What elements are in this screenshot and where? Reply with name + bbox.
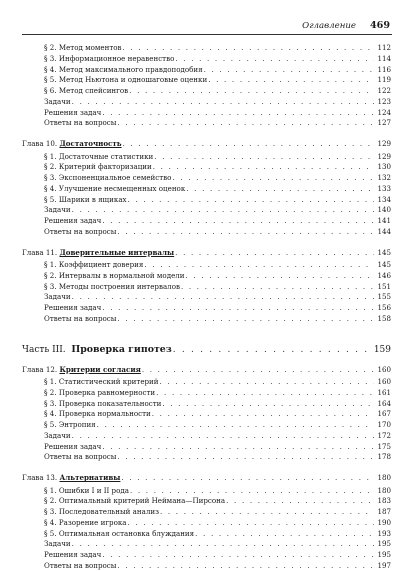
toc-extra-entry[interactable] [44, 431, 391, 441]
leader-dots [117, 118, 374, 128]
leader-dots [162, 399, 374, 409]
chapter-prefix: Глава 10. [22, 139, 58, 149]
section-title: § 5. Энтропия [44, 420, 96, 430]
leader-dots [144, 260, 374, 270]
toc-extra-entry[interactable] [44, 550, 391, 560]
section-page: 134 [377, 194, 391, 204]
section-title: § 2. Критерий факторизации [44, 162, 152, 172]
leader-dots [186, 184, 374, 194]
extra-page: 156 [377, 303, 391, 313]
leader-dots [72, 292, 374, 302]
section-title: § 2. Интервалы в нормальной модели [44, 270, 185, 280]
leader-dots [102, 303, 374, 313]
leader-dots [156, 388, 374, 398]
extra-page: 144 [377, 226, 391, 236]
toc-section-entry[interactable] [44, 496, 391, 506]
section-page: 161 [377, 387, 391, 397]
section-page: 122 [377, 86, 391, 96]
section-page: 133 [377, 183, 391, 193]
section-page: 129 [377, 151, 391, 161]
toc-section-entry[interactable] [44, 184, 391, 194]
extra-page: 172 [377, 430, 391, 440]
chapter-title: Альтернативы [59, 473, 121, 483]
toc-chapter-entry[interactable] [22, 365, 391, 375]
leader-dots [142, 365, 374, 375]
section-title: § 4. Метод максимального правдоподобия [44, 64, 203, 74]
section-title: § 4. Проверка нормальности [44, 409, 151, 419]
toc-section-entry[interactable] [44, 54, 391, 64]
extra-title: Решения задач [44, 550, 102, 560]
extra-title: Решения задач [44, 303, 102, 313]
section-title: § 1. Коэффициент доверия [44, 260, 144, 270]
leader-dots [117, 227, 374, 237]
leader-dots [181, 282, 374, 292]
section-title: § 3. Информационное неравенство [44, 53, 175, 63]
toc-section-entry[interactable] [44, 43, 391, 53]
toc-section-entry[interactable] [44, 388, 391, 398]
toc-chapter-entry[interactable] [22, 473, 391, 483]
toc-extra-entry[interactable] [44, 442, 391, 452]
toc-part-entry[interactable] [22, 343, 391, 357]
toc-extra-entry[interactable] [44, 539, 391, 549]
section-title: § 6. Метод спейсингов [44, 86, 129, 96]
chapter-title: Критерии согласия [59, 364, 141, 374]
leader-dots [129, 86, 374, 96]
toc-section-entry[interactable] [44, 420, 391, 430]
toc-extra-entry[interactable] [44, 97, 391, 107]
section-title: § 1. Достаточные статистики [44, 151, 154, 161]
leader-dots [123, 139, 374, 149]
leader-dots [117, 561, 374, 571]
section-page: 130 [377, 162, 391, 172]
section-title: § 3. Последовательный анализ [44, 507, 159, 517]
part-prefix: Часть III. [22, 344, 66, 355]
section-title: § 5. Метод Ньютона и одношаговые оценки [44, 75, 208, 85]
section-page: 145 [377, 260, 391, 270]
leader-dots [72, 97, 374, 107]
extra-page: 195 [377, 539, 391, 549]
leader-dots [208, 75, 374, 85]
chapter-page: 129 [377, 139, 391, 149]
section-page: 151 [377, 281, 391, 291]
extra-title: Задачи [44, 539, 71, 549]
leader-dots [172, 173, 374, 183]
toc-extra-entry[interactable] [44, 561, 391, 571]
extra-page: 175 [377, 441, 391, 451]
leader-dots [154, 152, 374, 162]
section-title: § 2. Метод моментов [44, 43, 122, 52]
leader-dots [173, 343, 373, 357]
leader-dots [102, 442, 374, 452]
leader-dots [117, 314, 374, 324]
toc-extra-entry[interactable] [44, 303, 391, 313]
leader-dots [160, 377, 374, 387]
chapter-page: 145 [377, 247, 391, 257]
leader-dots [102, 550, 374, 560]
extra-title: Ответы на вопросы [44, 560, 117, 570]
extra-title: Задачи [44, 96, 71, 106]
chapter-prefix: Глава 12. [22, 364, 58, 374]
toc-section-entry[interactable] [44, 65, 391, 75]
section-page: 170 [377, 420, 391, 430]
toc-chapter-entry[interactable] [22, 139, 391, 149]
leader-dots [72, 539, 374, 549]
section-page: 193 [377, 528, 391, 538]
part-page: 159 [373, 344, 391, 355]
extra-page: 197 [377, 560, 391, 570]
extra-page: 178 [377, 452, 391, 462]
leader-dots [226, 496, 374, 506]
toc-section-entry[interactable] [44, 399, 391, 409]
page-header [22, 20, 392, 35]
toc-section-entry[interactable] [44, 173, 391, 183]
section-title: § 2. Оптимальный критерий Неймана—Пирсона [44, 496, 226, 506]
toc-extra-entry[interactable] [44, 314, 391, 324]
extra-title: Задачи [44, 430, 71, 440]
toc-extra-entry[interactable] [44, 205, 391, 215]
leader-dots [152, 409, 374, 419]
chapter-title: Достаточность [59, 139, 122, 149]
toc-extra-entry[interactable] [44, 118, 391, 128]
extra-page: 140 [377, 205, 391, 215]
section-title: § 4. Улучшение несмещенных оценок [44, 183, 186, 193]
leader-dots [97, 420, 374, 430]
leader-dots [72, 205, 374, 215]
toc-section-entry[interactable] [44, 86, 391, 96]
section-page: 132 [377, 173, 391, 183]
running-title: Оглавление [302, 21, 356, 31]
toc-section-entry[interactable] [44, 518, 391, 528]
section-title: § 4. Разорение игрока [44, 517, 127, 527]
leader-dots [204, 65, 374, 75]
chapter-page: 160 [377, 364, 391, 374]
toc-section-entry[interactable] [44, 377, 391, 387]
toc-section-entry[interactable] [44, 260, 391, 270]
leader-dots [102, 216, 374, 226]
section-title: § 1. Статистический критерий [44, 377, 159, 386]
toc-section-entry[interactable] [44, 282, 391, 292]
section-page: 119 [377, 75, 391, 85]
part-title: Проверка гипотез [71, 343, 172, 355]
section-page: 164 [377, 398, 391, 408]
toc-section-entry[interactable] [44, 75, 391, 85]
leader-dots [153, 162, 374, 172]
section-page: 183 [377, 496, 391, 506]
section-page: 146 [377, 270, 391, 280]
toc-extra-entry[interactable] [44, 452, 391, 462]
page-number: 469 [369, 20, 390, 31]
section-page: 116 [377, 64, 391, 74]
extra-page: 155 [377, 292, 391, 302]
toc-extra-entry[interactable] [44, 227, 391, 237]
toc-extra-entry[interactable] [44, 292, 391, 302]
leader-dots [186, 271, 374, 281]
chapter-prefix: Глава 13. [22, 473, 58, 483]
leader-dots [102, 108, 374, 118]
toc-section-entry[interactable] [44, 529, 391, 539]
section-page: 190 [377, 517, 391, 527]
extra-title: Решения задач [44, 216, 102, 226]
extra-title: Задачи [44, 292, 71, 302]
section-title: § 1. Ошибки I и II рода [44, 485, 129, 495]
section-page: 187 [377, 507, 391, 517]
toc-extra-entry[interactable] [44, 108, 391, 118]
extra-title: Решения задач [44, 441, 102, 451]
section-page: 112 [377, 43, 391, 52]
leader-dots [175, 248, 374, 258]
extra-title: Ответы на вопросы [44, 452, 117, 462]
toc-section-entry[interactable] [44, 486, 391, 496]
chapter-title: Доверительные интервалы [59, 247, 175, 257]
extra-title: Задачи [44, 205, 71, 215]
leader-dots [117, 452, 374, 462]
chapter-prefix: Глава 11. [22, 247, 58, 257]
section-page: 180 [377, 485, 391, 495]
leader-dots [123, 43, 374, 53]
extra-title: Ответы на вопросы [44, 313, 117, 323]
extra-page: 158 [377, 313, 391, 323]
chapter-page: 180 [377, 473, 391, 483]
section-title: § 3. Методы построения интервалов [44, 281, 180, 291]
leader-dots [160, 507, 374, 517]
extra-title: Решения задач [44, 107, 102, 117]
toc-section-entry[interactable] [44, 162, 391, 172]
toc-section-entry[interactable] [44, 195, 391, 205]
section-title: § 2. Проверка равномерности [44, 387, 156, 397]
leader-dots [72, 431, 374, 441]
extra-page: 195 [377, 550, 391, 560]
toc-section-entry[interactable] [44, 271, 391, 281]
leader-dots [128, 195, 374, 205]
section-title: § 3. Экспоненциальное семейство [44, 173, 172, 183]
toc-section-entry[interactable] [44, 409, 391, 419]
extra-page: 127 [377, 118, 391, 128]
extra-title: Ответы на вопросы [44, 118, 117, 128]
toc-section-entry[interactable] [44, 152, 391, 162]
section-page: 114 [377, 53, 391, 63]
section-title: § 5. Шарики в ящиках [44, 194, 127, 204]
leader-dots [130, 486, 374, 496]
section-page: 167 [377, 409, 391, 419]
extra-page: 123 [377, 96, 391, 106]
leader-dots [195, 529, 374, 539]
section-title: § 5. Оптимальная остановка блуждания [44, 528, 195, 538]
toc-chapter-entry[interactable] [22, 248, 391, 258]
leader-dots [121, 473, 374, 483]
section-page: 160 [377, 377, 391, 386]
toc-extra-entry[interactable] [44, 216, 391, 226]
extra-page: 124 [377, 107, 391, 117]
leader-dots [175, 54, 374, 64]
section-title: § 3. Проверка показательности [44, 398, 162, 408]
toc-section-entry[interactable] [44, 507, 391, 517]
extra-title: Ответы на вопросы [44, 226, 117, 236]
extra-page: 141 [377, 216, 391, 226]
leader-dots [128, 518, 374, 528]
